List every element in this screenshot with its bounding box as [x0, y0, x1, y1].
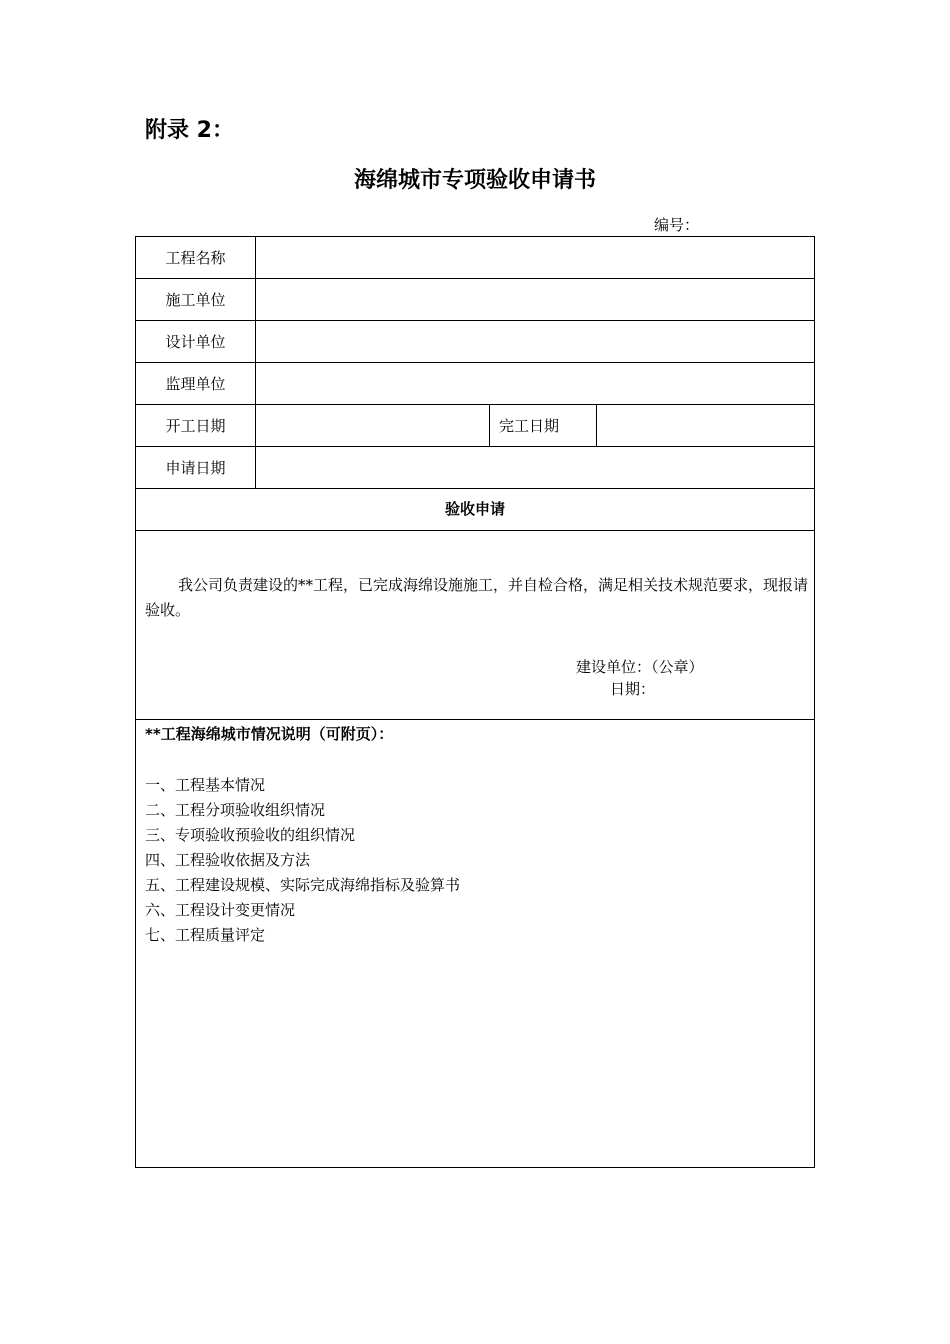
document-title: 海绵城市专项验收申请书 — [353, 168, 596, 193]
signer-seal-label: 建设单位：（公章） — [576, 658, 704, 676]
row-divider — [136, 278, 814, 279]
project-name-label: 工程名称 — [165, 249, 226, 267]
start-date-label: 开工日期 — [165, 417, 226, 435]
row-divider — [136, 719, 814, 720]
contractor-label: 施工单位 — [165, 291, 226, 309]
serial-number-label: 编号： — [654, 216, 700, 234]
apply-date-label: 申请日期 — [165, 459, 226, 477]
supervisor-label: 监理单位 — [165, 375, 226, 393]
designer-label: 设计单位 — [165, 333, 226, 351]
completion-date-label: 完工日期 — [499, 417, 560, 435]
row-divider — [136, 320, 814, 321]
list-item: 四、工程验收依据及方法 — [145, 851, 311, 869]
list-item: 一、工程基本情况 — [145, 776, 266, 794]
sponge-city-description-title: **工程海绵城市情况说明（可附页）： — [145, 725, 394, 743]
list-item: 二、工程分项验收组织情况 — [145, 801, 326, 819]
acceptance-application-heading: 验收申请 — [444, 500, 505, 518]
date-column-divider — [489, 404, 490, 446]
list-item: 六、工程设计变更情况 — [145, 901, 296, 919]
sign-date-label: 日期： — [610, 680, 656, 698]
row-divider — [136, 488, 814, 489]
application-statement: 我公司负责建设的**工程，已完成海绵设施施工，并自检合格，满足相关技术规范要求，现报请验收。 — [145, 576, 809, 619]
row-divider — [136, 446, 814, 447]
row-divider — [136, 530, 814, 531]
row-divider — [136, 362, 814, 363]
application-form-table — [135, 236, 815, 1168]
date-column-divider — [596, 404, 597, 446]
row-divider — [136, 404, 814, 405]
list-item: 五、工程建设规模、实际完成海绵指标及验算书 — [145, 876, 461, 894]
label-column-divider — [255, 237, 256, 488]
list-item: 三、专项验收预验收的组织情况 — [145, 826, 356, 844]
list-item: 七、工程质量评定 — [145, 926, 266, 944]
appendix-heading: 附录 2： — [145, 118, 234, 143]
description-outline-list — [145, 773, 460, 948]
